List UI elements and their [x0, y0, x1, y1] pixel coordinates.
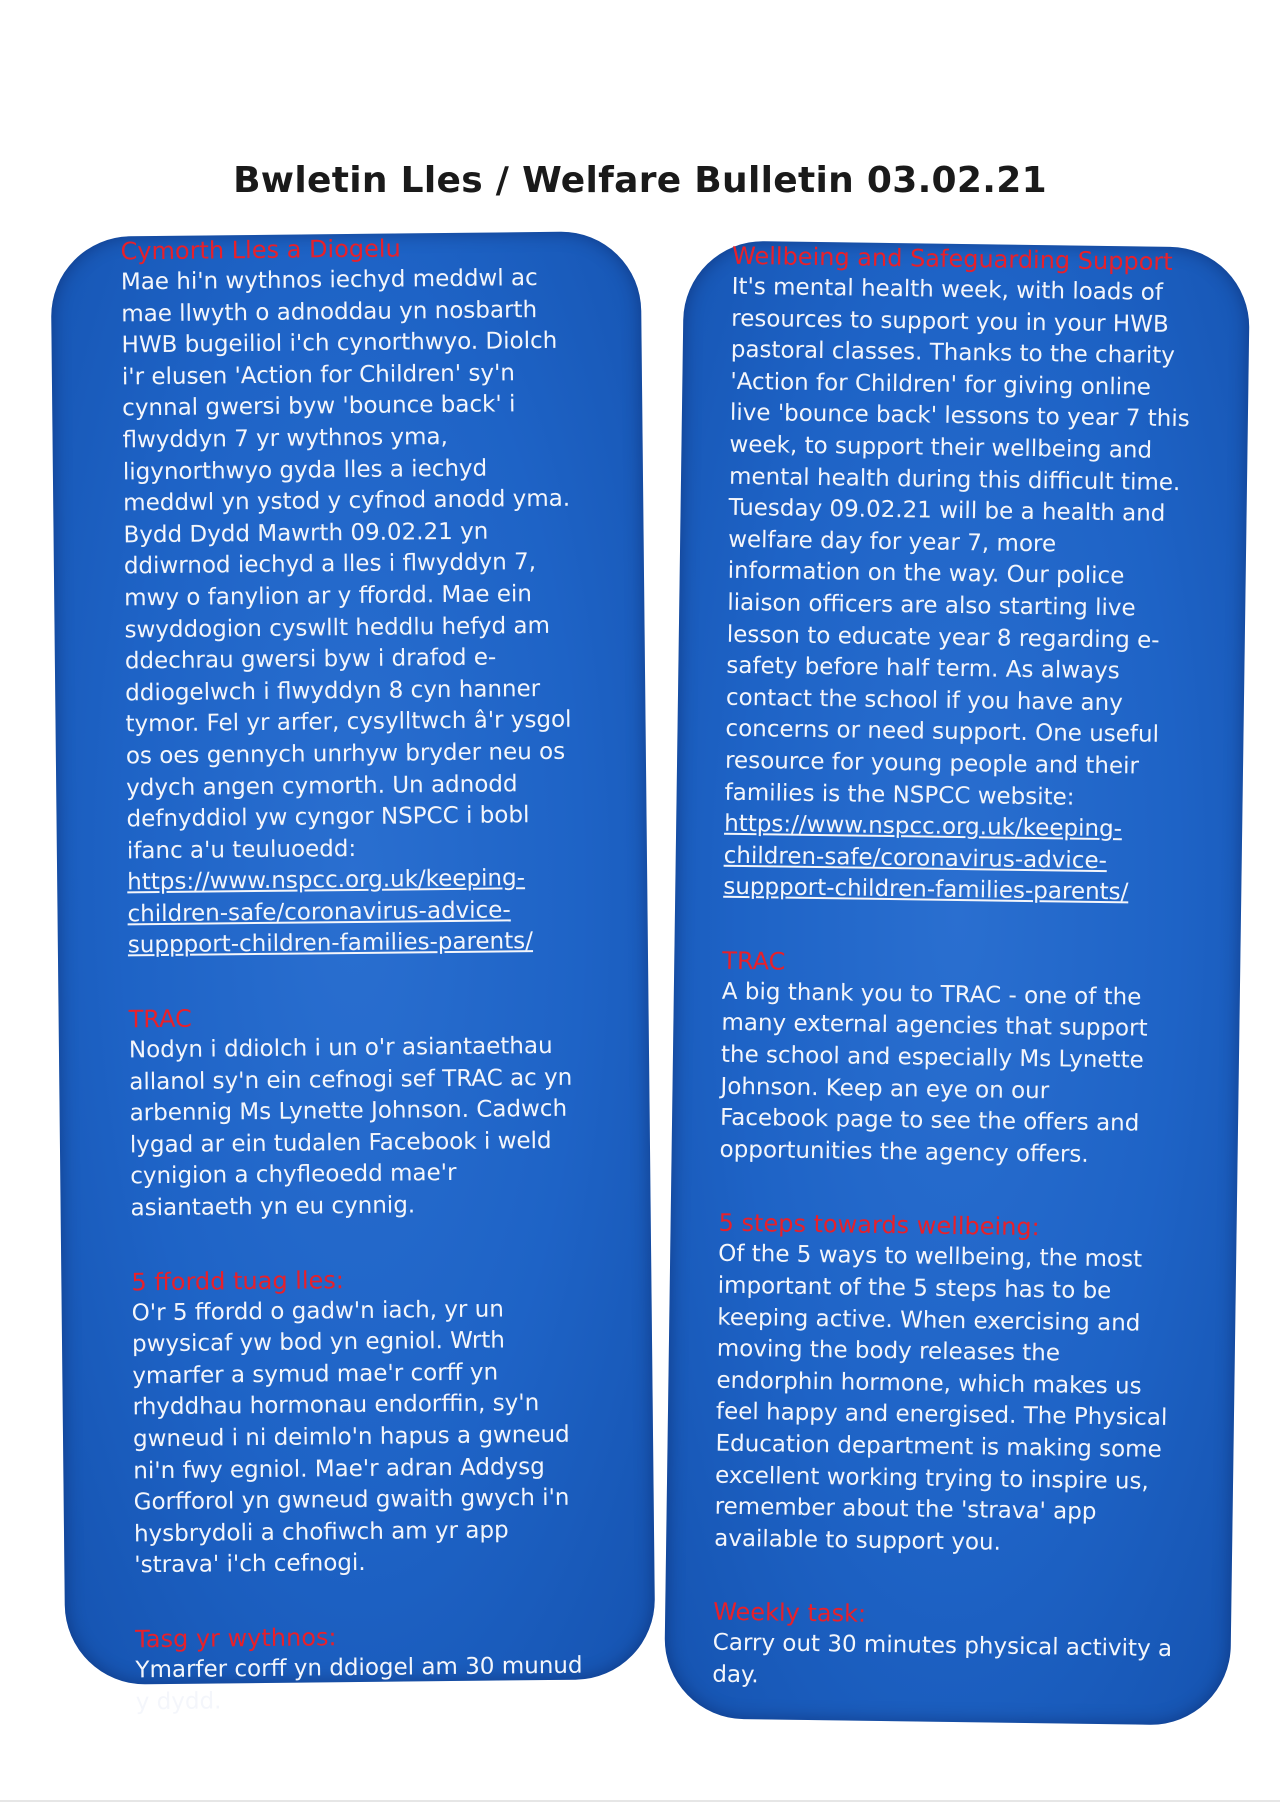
english-panel — [664, 240, 1251, 1726]
welsh-trac-text: Nodyn i ddiolch i un o'r asiantaethau allanol sy'n ein cefnogi sef TRAC ac yn arbennig Ms Lynette Johnson. Cadwch lygad ar ein tudalen Facebook i weld cynigion a chyfleoedd mae'r asiantaeth yn eu cynnig. — [128, 1032, 573, 1222]
welsh-nspcc-link[interactable]: https://www.nspcc.org.uk/keeping- children-safe/coronavirus-advice- suppport-children-families-parents/ — [127, 865, 534, 959]
english-steps-heading: 5 steps towards wellbeing: — [718, 1209, 1040, 1242]
welsh-panel — [50, 231, 655, 1715]
welsh-wellbeing-heading: Cymorth Lles a Diogelu — [120, 234, 401, 266]
welsh-trac-section — [128, 999, 610, 1225]
english-trac-section — [719, 946, 1220, 1173]
english-trac-heading: TRAC — [722, 946, 786, 976]
welsh-steps-heading: 5 ffordd tuag lles: — [131, 1265, 345, 1296]
english-task-heading: Weekly task: — [712, 1598, 867, 1629]
welsh-task-text: Ymarfer corff yn ddiogel am 30 munud y dydd. — [135, 1652, 583, 1715]
welsh-task-section — [135, 1619, 616, 1718]
bottom-divider — [0, 1800, 1280, 1802]
welsh-trac-heading: TRAC — [128, 1004, 192, 1034]
english-wellbeing-section — [723, 241, 1230, 911]
english-wellbeing-heading: Wellbeing and Safeguarding Support — [731, 241, 1173, 276]
english-steps-section — [714, 1208, 1217, 1562]
welsh-steps-section — [131, 1262, 614, 1582]
welsh-wellbeing-section — [120, 231, 608, 962]
english-wellbeing-text: It's mental health week, with loads of resources to support you in your HWB pastoral classes. Thanks to the charity 'Action for Children' for giving online live 'bounce back' lessons to year 7 this week, to support their wellbeing and mental health during this difficult time. Tuesday 09.02.21 will be a health and welfare day for year 7, more information on the way. Our police liaison officers are also starting live lesson to educate year 8 regarding e- safety before half term. As always contact the school if you have any concerns or need support. One useful resource for young people and their families is the NSPCC website: — [724, 273, 1190, 811]
english-task-section — [712, 1597, 1211, 1698]
english-trac-text: A big thank you to TRAC - one of the many external agencies that support the school and especially Ms Lynette Johnson. Keep an eye on our Facebook page to see the offers and opportunities the agency offers. — [719, 978, 1148, 1168]
welsh-task-heading: Tasg yr wythnos: — [134, 1623, 337, 1654]
welsh-wellbeing-text: Mae hi'n wythnos iechyd meddwl ac mae llwyth o adnoddau yn nosbarth HWB bugeiliol i'ch cynorthwyo. Diolch i'r elusen 'Action for Children' sy'n cynnal gwersi byw 'bounce back' i flwyddyn 7 yr wythnos yma, ligynorthwyo gyda lles a iechyd meddwl yn ystod y cyfnod anodd yma. Bydd Dydd Mawrth 09.02.21 yn ddiwrnod iechyd a lles i flwyddyn 7, mwy o fanylion ar y ffordd. Mae ein swyddogion cyswllt heddlu hefyd am ddechrau gwersi byw i drafod e- ddiogelwch i flwyddyn 8 cyn hanner tymor. Fel yr arfer, cysylltwch â'r ysgol os oes gennych unrhyw bryder neu os ydych angen cymorth. Un adnodd defnyddiol yw cyngor NSPCC i bobl ifanc a'u teuluoedd: — [120, 265, 572, 865]
english-steps-text: Of the 5 ways to wellbeing, the most important of the 5 steps has to be keeping active. When exercising and moving the body releases the endorphin hormone, which makes us feel happy and energised. The Physical Education department is making some excellent working trying to inspire us, remember about the 'strava' app available to support you. — [714, 1241, 1168, 1556]
page-title: Bwletin Lles / Welfare Bulletin 03.02.21 — [233, 160, 1047, 201]
english-task-text: Carry out 30 minutes physical activity a day. — [712, 1630, 1173, 1689]
welsh-steps-text: O'r 5 ffordd o gadw'n iach, yr un pwysicaf yw bod yn egniol. Wrth ymarfer a symud mae'r corff yn rhyddhau hormonau endorffin, sy'n gwneud i ni deimlo'n hapus a gwneud ni'n fwy egniol. Mae'r adran Addysg Gorfforol yn gwneud gwaith gwych i'n hysbrydoli a chofiwch am yr app 'strava' i'ch cefnogi. — [131, 1296, 570, 1579]
english-nspcc-link[interactable]: https://www.nspcc.org.uk/keeping- children-safe/coronavirus-advice- suppport-children-families-parents/ — [723, 810, 1129, 906]
